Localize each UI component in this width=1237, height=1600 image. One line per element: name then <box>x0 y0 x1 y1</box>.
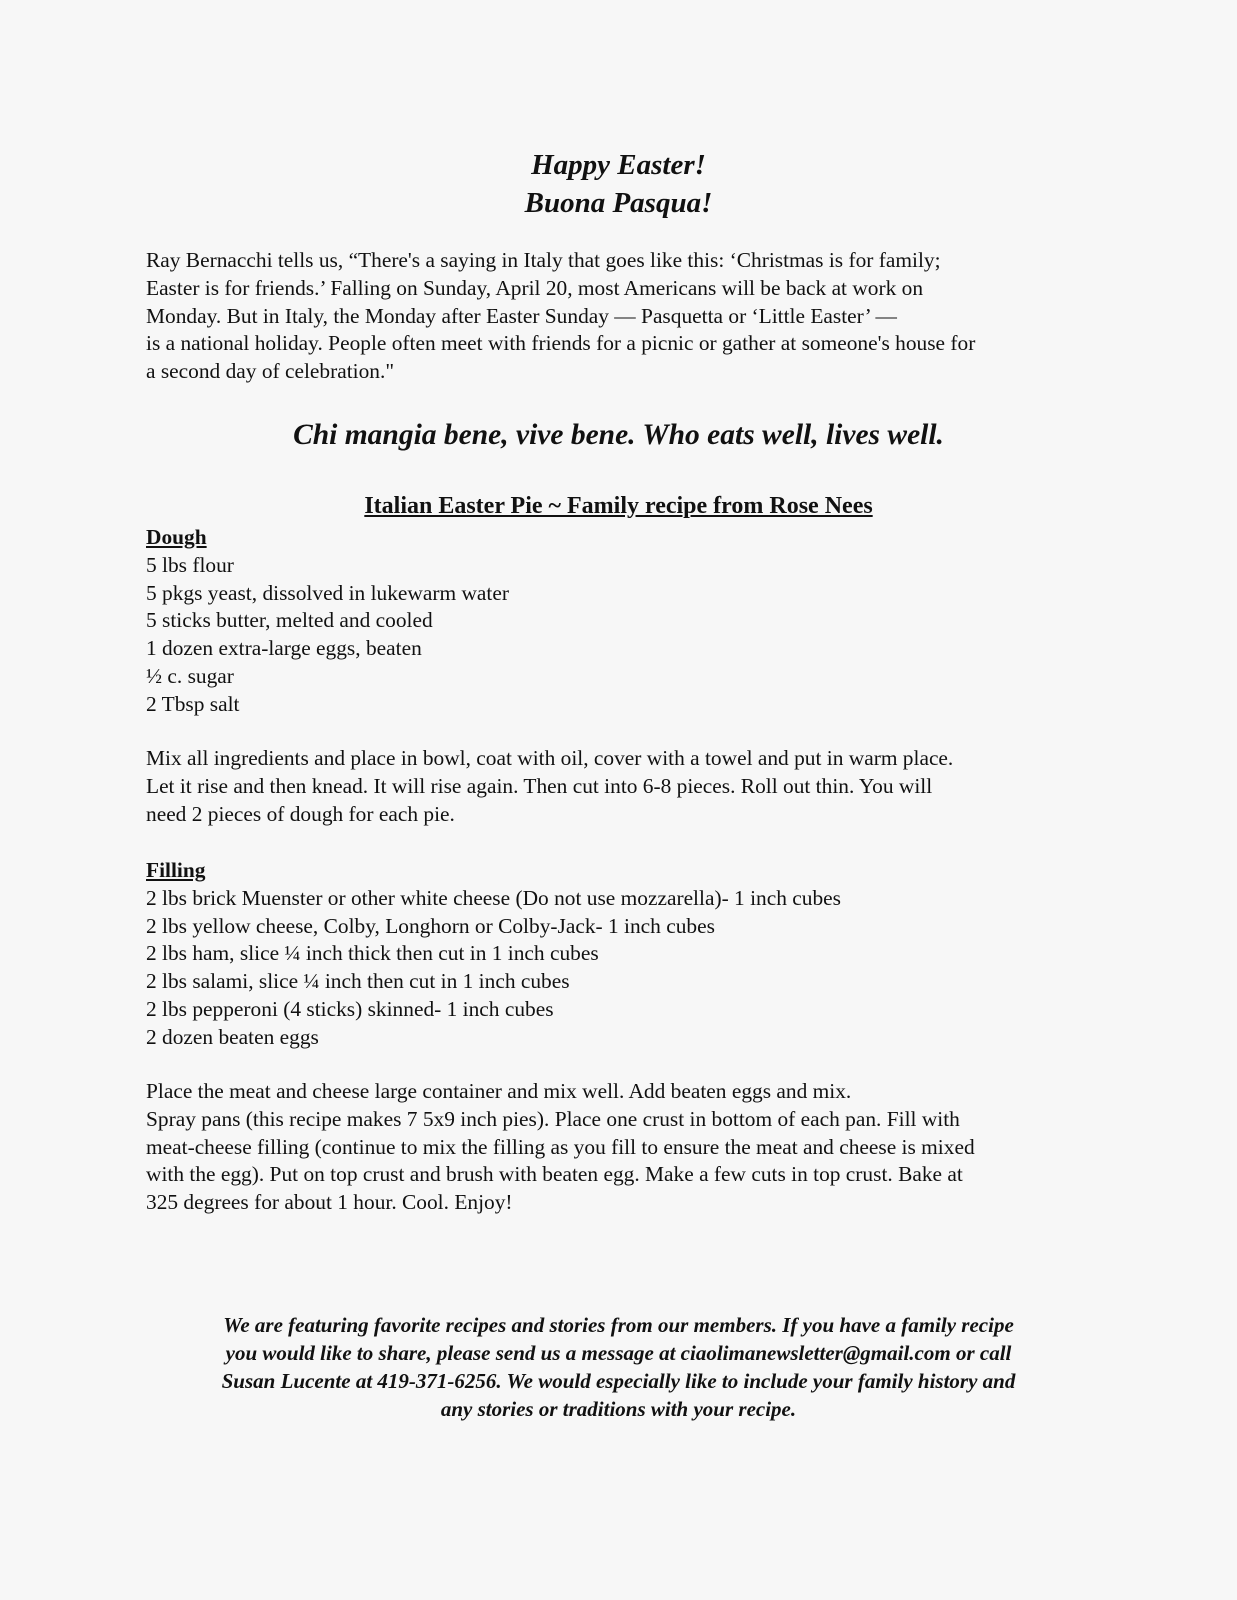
ingredient-item: 5 lbs flour <box>146 552 234 577</box>
ingredient-item: 2 lbs yellow cheese, Colby, Longhorn or Colby-Jack- 1 inch cubes <box>146 913 715 938</box>
ingredient-item: 2 lbs brick Muenster or other white cheese (Do not use mozzarella)- 1 inch cubes <box>146 885 841 910</box>
ingredient-item: 2 lbs ham, slice ¼ inch thick then cut in 1 inch cubes <box>146 941 599 966</box>
footer-line: any stories or traditions with your recipe. <box>440 1397 797 1421</box>
footer-line: Susan Lucente at 419-371-6256. We would especially like to include your family history and <box>221 1369 1016 1393</box>
intro-line: Ray Bernacchi tells us, “There's a saying in Italy that goes like this: ‘Christmas is for family; <box>146 248 941 272</box>
page-title <box>0 146 1237 222</box>
intro-line: is a national holiday. People often meet with friends for a picnic or gather at someone's house for <box>146 331 976 356</box>
ingredient-item: 2 Tbsp salt <box>146 691 240 716</box>
ingredient-item: 5 sticks butter, melted and cooled <box>146 608 433 633</box>
ingredient-item: ½ c. sugar <box>146 663 234 688</box>
ingredient-item: 5 pkgs yeast, dissolved in lukewarm water <box>146 580 509 605</box>
intro-line: a second day of celebration." <box>146 359 395 384</box>
instruction-line: with the egg). Put on top crust and brush with beaten egg. Make a few cuts in top crust. Bake at <box>146 1162 963 1187</box>
title-english: Happy Easter! <box>531 149 706 181</box>
instruction-line: Place the meat and cheese large container and mix well. Add beaten eggs and mix. <box>146 1079 852 1103</box>
dough-section <box>146 524 1096 719</box>
ingredient-item: 2 lbs pepperoni (4 sticks) skinned- 1 inch cubes <box>146 996 554 1021</box>
instruction-line: meat-cheese filling (continue to mix the filling as you fill to ensure the meat and cheese is mixed <box>146 1134 975 1159</box>
dough-instructions <box>146 745 1096 828</box>
filling-section <box>146 857 1096 1052</box>
filling-instructions <box>146 1078 1096 1217</box>
intro-line: Monday. But in Italy, the Monday after Easter Sunday — Pasquetta or ‘Little Easter’ — <box>146 303 897 328</box>
footer-note <box>0 1311 1237 1423</box>
ingredient-item: 2 lbs salami, slice ¼ inch then cut in 1 inch cubes <box>146 969 570 994</box>
footer-line: you would like to share, please send us a message at ciaolimanewsletter@gmail.com or call <box>225 1341 1012 1365</box>
instruction-line: Let it rise and then knead. It will rise again. Then cut into 6-8 pieces. Roll out thin. You will <box>146 773 933 798</box>
footer-line: We are featuring favorite recipes and stories from our members. If you have a family recipe <box>223 1313 1014 1337</box>
ingredient-item: 2 dozen beaten eggs <box>146 1024 319 1049</box>
instruction-line: Mix all ingredients and place in bowl, coat with oil, cover with a towel and put in warm place. <box>146 746 954 770</box>
filling-heading: Filling <box>146 858 206 882</box>
ingredient-item: 1 dozen extra-large eggs, beaten <box>146 636 422 661</box>
motto: Chi mangia bene, vive bene. Who eats well, lives well. <box>293 419 944 451</box>
intro-paragraph <box>146 247 1096 386</box>
title-italian: Buona Pasqua! <box>524 187 713 219</box>
instruction-line: 325 degrees for about 1 hour. Cool. Enjoy! <box>146 1190 513 1215</box>
recipe-title: Italian Easter Pie ~ Family recipe from Rose Nees <box>364 493 873 519</box>
instruction-line: need 2 pieces of dough for each pie. <box>146 801 455 826</box>
dough-heading: Dough <box>146 525 207 549</box>
instruction-line: Spray pans (this recipe makes 7 5x9 inch pies). Place one crust in bottom of each pan. Fill with <box>146 1106 960 1131</box>
intro-line: Easter is for friends.’ Falling on Sunday, April 20, most Americans will be back at work on <box>146 275 924 300</box>
